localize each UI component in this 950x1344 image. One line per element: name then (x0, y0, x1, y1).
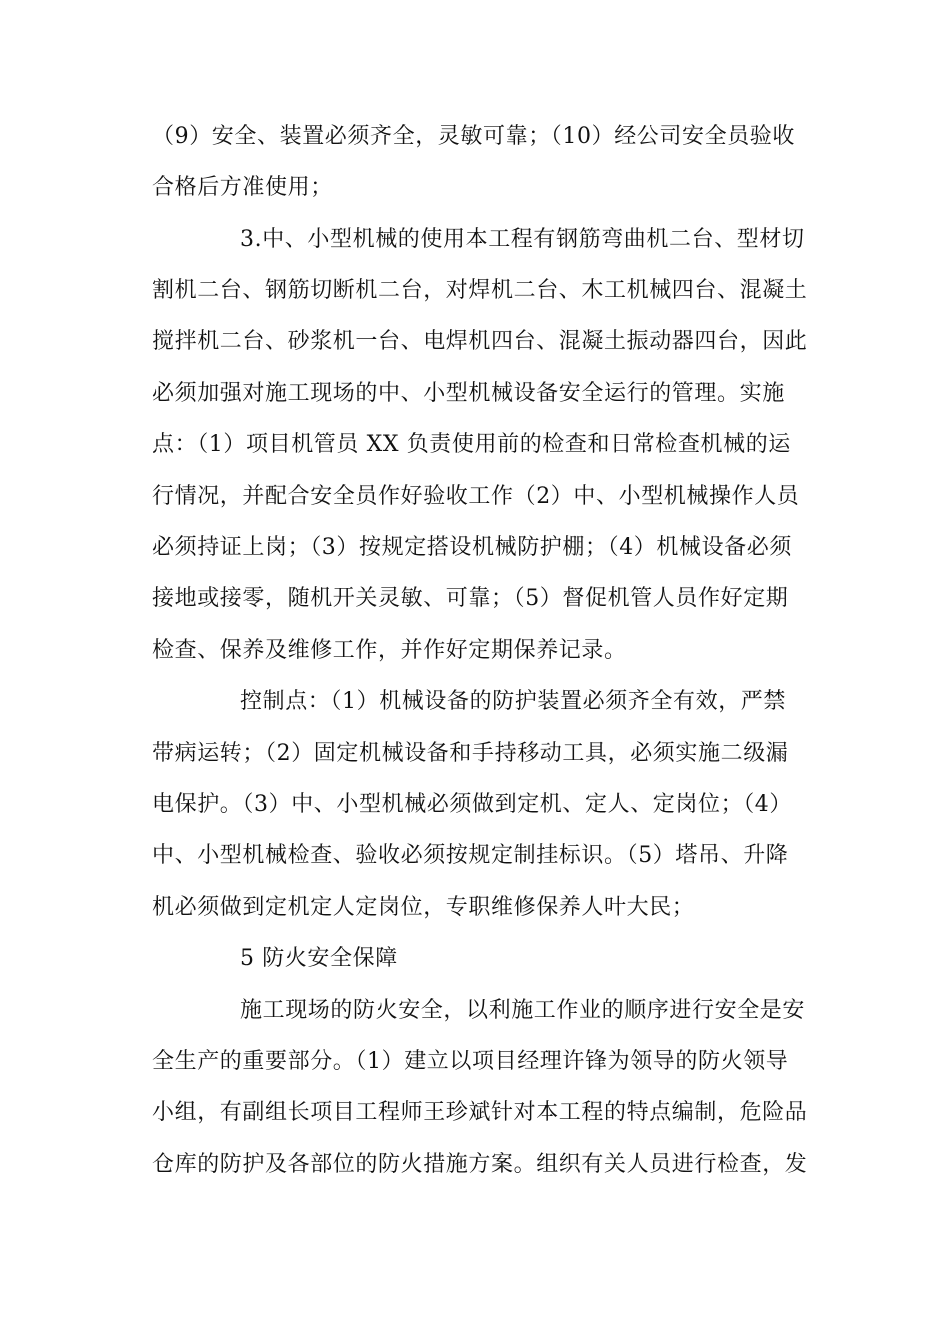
text-line-10: 接地或接零，随机开关灵敏、可靠；（5）督促机管人员作好定期 (152, 586, 789, 611)
text-line-11: 检查、保养及维修工作，并作好定期保养记录。 (152, 638, 627, 663)
text-line-16: 机必须做到定机定人定岗位，专职维修保养人叶大民； (152, 895, 695, 920)
text-line-15: 中、小型机械检查、验收必须按规定制挂标识。（5）塔吊、升降 (152, 843, 789, 868)
text-line-18: 施工现场的防火安全，以利施工作业的顺序进行安全是安 (240, 998, 806, 1023)
text-line-7: 点：（1）项目机管员 XX 负责使用前的检查和日常检查机械的运 (152, 432, 791, 457)
text-line-19: 全生产的重要部分。（1）建立以项目经理许锋为领导的防火领导 (152, 1049, 789, 1074)
text-line-1: （9）安全、装置必须齐全，灵敏可靠；（10）经公司安全员验收 (152, 124, 795, 149)
text-line-20: 小组，有副组长项目工程师王珍斌针对本工程的特点编制，危险品 (152, 1100, 808, 1125)
text-line-21: 仓库的防护及各部位的防火措施方案。组织有关人员进行检查，发 (152, 1152, 808, 1177)
text-line-12: 控制点：（1）机械设备的防护装置必须齐全有效，严禁 (240, 689, 786, 714)
text-line-3: 3.中、小型机械的使用本工程有钢筋弯曲机二台、型材切 (240, 227, 805, 252)
text-line-9: 必须持证上岗；（3）按规定搭设机械防护棚；（4）机械设备必须 (152, 535, 792, 560)
text-line-8: 行情况，并配合安全员作好验收工作（2）中、小型机械操作人员 (152, 484, 800, 509)
text-line-5: 搅拌机二台、砂浆机一台、电焊机四台、混凝土振动器四台，因此 (152, 329, 808, 354)
text-line-6: 必须加强对施工现场的中、小型机械设备安全运行的管理。实施 (152, 381, 785, 406)
text-line-13: 带病运转；（2）固定机械设备和手持移动工具，必须实施二级漏 (152, 741, 789, 766)
text-line-14: 电保护。（3）中、小型机械必须做到定机、定人、定岗位；（4） (152, 792, 792, 817)
text-line-2: 合格后方准使用； (152, 175, 333, 200)
text-line-4: 割机二台、钢筋切断机二台，对焊机二台、木工机械四台、混凝土 (152, 278, 808, 303)
section-heading: 5 防火安全保障 (240, 946, 398, 971)
